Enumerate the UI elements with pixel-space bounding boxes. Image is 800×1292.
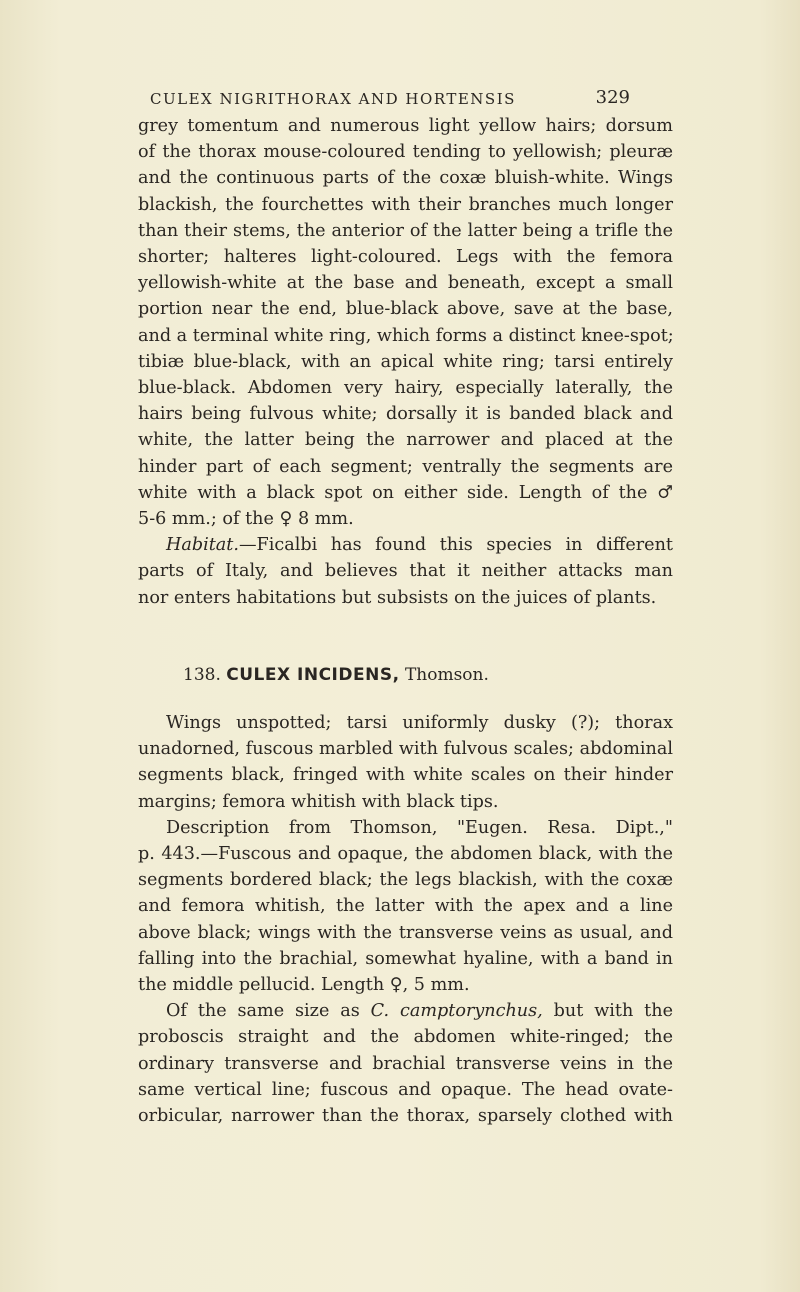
text-line: segments black, fringed with white scales on their hinder <box>138 765 673 786</box>
text-line: shorter; halteres light-coloured. Legs with the femora <box>138 247 673 268</box>
text-line: and femora whitish, the latter with the apex and a line <box>138 896 673 917</box>
text-line: portion near the end, blue-black above, save at the base, <box>138 299 673 320</box>
text-line: p. 443.—Fuscous and opaque, the abdomen black, with the <box>138 844 673 865</box>
text-line: above black; wings with the transverse veins as usual, and <box>138 922 673 943</box>
text-line: white, the latter being the narrower and placed at the <box>138 430 673 451</box>
text-fragment: —Ficalbi has found this species in different <box>238 535 673 556</box>
text-line: blackish, the fourchettes with their branches much longer <box>138 194 673 215</box>
text-line: nor enters habitations but subsists on the juices of plants. <box>138 587 657 608</box>
text-line: hairs being fulvous white; dorsally it is banded black and <box>138 404 673 425</box>
habitat-line <box>138 532 673 558</box>
text-fragment: Of the same size as <box>166 1001 371 1022</box>
text-line: Wings unspotted; tarsi uniformly dusky (?); thorax <box>166 713 673 733</box>
text-line: the middle pellucid. Length ♀, 5 mm. <box>138 975 470 996</box>
species-reference: C. camptorynchus, <box>370 1001 543 1022</box>
running-head: CULEX NIGRITHORAX AND HORTENSIS <box>150 90 516 108</box>
text-line: yellowish-white at the base and beneath, except a small <box>138 273 673 294</box>
page-header <box>150 87 630 114</box>
page-number: 329 <box>595 87 630 108</box>
text-line: parts of Italy, and believes that it neither attacks man <box>138 561 673 582</box>
text-line: falling into the brachial, somewhat hyaline, with a band in <box>138 948 673 969</box>
text-line: tibiæ blue-black, with an apical white ring; tarsi entirely <box>138 351 673 372</box>
description-block <box>138 113 673 611</box>
text-fragment: but with the <box>542 1001 673 1022</box>
text-line: of the thorax mouse-coloured tending to yellowish; pleuræ <box>138 142 673 163</box>
text-line: same vertical line; fuscous and opaque. The head ovate- <box>138 1079 673 1100</box>
text-line: white with a black spot on either side. Length of the ♂ <box>138 482 673 503</box>
species-author: Thomson. <box>404 665 489 685</box>
species-name: CULEX INCIDENS, <box>226 665 400 685</box>
species-heading <box>183 665 489 685</box>
species-number: 138. <box>183 665 221 685</box>
habitat-label: Habitat. <box>166 535 239 556</box>
text-line: and a terminal white ring, which forms a distinct knee-spot; <box>138 325 674 346</box>
text-line: hinder part of each segment; ventrally the segments are <box>138 456 673 477</box>
text-line: grey tomentum and numerous light yellow hairs; dorsum <box>138 116 673 136</box>
text-line: proboscis straight and the abdomen white-ringed; the <box>138 1027 673 1048</box>
text-line: ordinary transverse and brachial transverse veins in the <box>138 1053 673 1074</box>
text-line: than their stems, the anterior of the latter being a trifle the <box>138 220 673 241</box>
text-line: orbicular, narrower than the thorax, sparsely clothed with <box>138 1106 673 1127</box>
text-line: blue-black. Abdomen very hairy, especially laterally, the <box>138 378 673 399</box>
text-line <box>138 998 673 1024</box>
text-line: 5-6 mm.; of the ♀ 8 mm. <box>138 509 354 530</box>
text-line: margins; femora whitish with black tips. <box>138 791 499 812</box>
text-line: and the continuous parts of the coxæ bluish-white. Wings <box>138 168 673 189</box>
species-text-block <box>138 710 673 1129</box>
text-line: segments bordered black; the legs blackish, with the coxæ <box>138 870 673 891</box>
text-line: unadorned, fuscous marbled with fulvous scales; abdominal <box>138 739 673 760</box>
text-line: Description from Thomson, "Eugen. Resa. Dipt.," <box>166 817 673 838</box>
